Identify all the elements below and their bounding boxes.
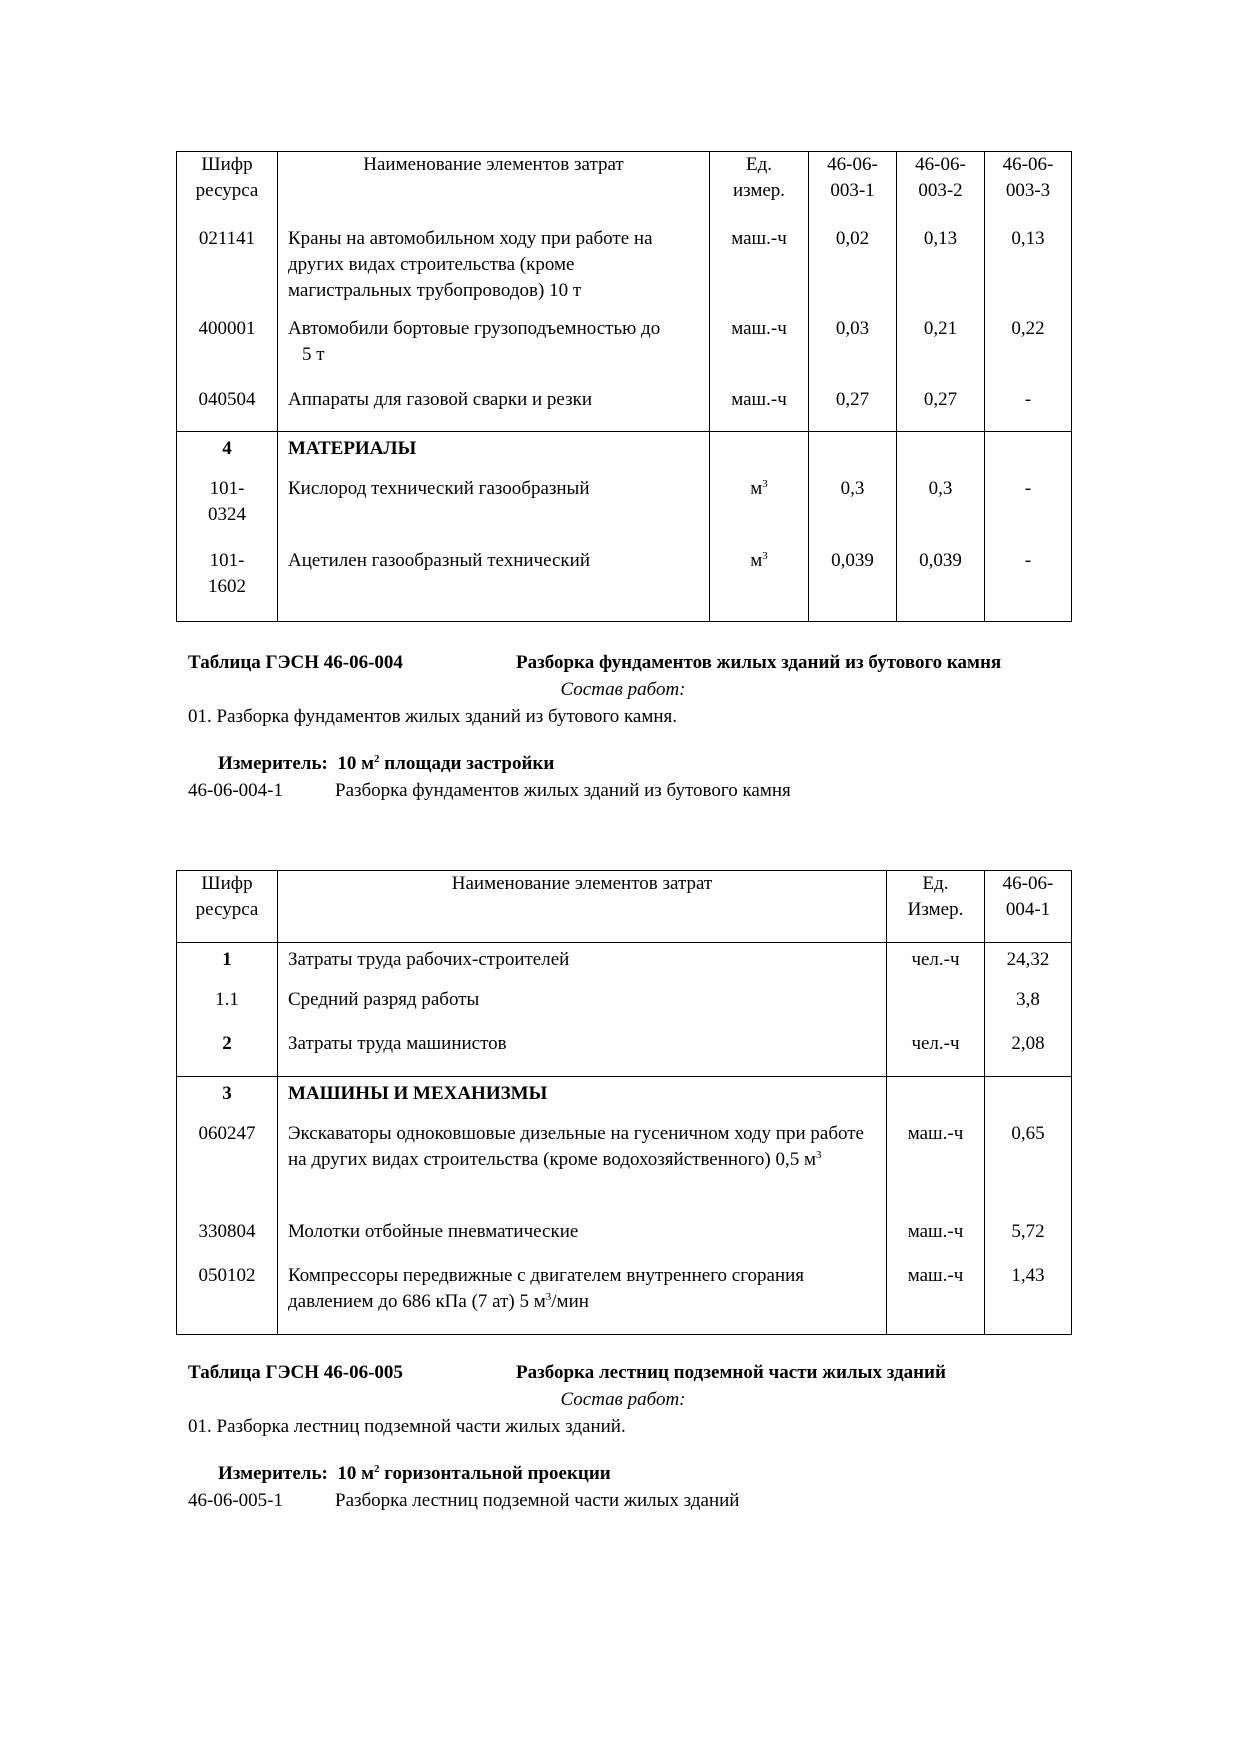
table-label: Таблица ГЭСН 46-06-005 xyxy=(188,1362,403,1383)
row-name: Экскаваторы одноковшовые дизельные на гусеничном ходу при работе на других видах строительства (кроме водохозяйственного) 0,5 $м^3$ xyxy=(278,1121,887,1219)
row-value-1: 0,039 xyxy=(809,548,897,622)
meter-line: Измеритель: 10 $м^2$ горизонтальной проекции xyxy=(218,1463,611,1484)
row-unit: $м^3$ xyxy=(710,548,809,622)
row-value-2: 0,039 xyxy=(897,548,985,622)
table-row xyxy=(177,476,1072,548)
row-code: 1.1 xyxy=(177,987,278,1031)
header-col-1: 46-06-004-1 xyxy=(985,871,1072,943)
row-code: 400001 xyxy=(177,316,278,387)
section-title: МАШИНЫ И МЕХАНИЗМЫ xyxy=(278,1077,887,1121)
resource-table-46-06-003 xyxy=(176,151,1072,622)
header-unit: Ед. измер. xyxy=(710,152,809,218)
row-name: Молотки отбойные пневматические xyxy=(278,1219,887,1263)
table-row xyxy=(177,987,1072,1031)
row-value-1: 24,32 xyxy=(985,943,1072,987)
row-value-3: - xyxy=(985,548,1072,622)
row-code-line-1: 101- xyxy=(209,477,245,499)
row-name: Средний разряд работы xyxy=(278,987,887,1031)
row-code: 050102 xyxy=(177,1263,278,1335)
row-unit xyxy=(887,987,985,1031)
row-value-1: 0,65 xyxy=(985,1121,1072,1219)
header-name: Наименование элементов затрат xyxy=(278,152,710,218)
row-name: Затраты труда машинистов xyxy=(278,1031,887,1077)
table-title: Разборка лестниц подземной части жилых зданий xyxy=(516,1362,946,1383)
table-row xyxy=(177,1031,1072,1077)
resource-table-46-06-004 xyxy=(176,870,1072,1335)
work-item: 01. Разборка лестниц подземной части жилых зданий. xyxy=(188,1416,626,1437)
header-col-3: 46-06-003-3 xyxy=(985,152,1072,218)
row-code: 040504 xyxy=(177,387,278,432)
table-row xyxy=(177,1219,1072,1263)
row-value-1: 0,03 xyxy=(809,316,897,387)
row-name-line-2: 5 т xyxy=(302,343,325,365)
row-unit: маш.-ч xyxy=(887,1263,985,1335)
table-row xyxy=(177,218,1072,316)
row-value-1: 0,3 xyxy=(809,476,897,548)
norm-code: 46-06-005-1 xyxy=(188,1490,283,1511)
section-row-materials xyxy=(177,432,1072,476)
row-value-2: 0,27 xyxy=(897,387,985,432)
row-code: 1 xyxy=(177,943,278,987)
row-code-line-2: 1602 xyxy=(208,575,246,597)
header-name: Наименование элементов затрат xyxy=(278,871,887,943)
row-value-1: 2,08 xyxy=(985,1031,1072,1077)
row-name: Кислород технический газообразный xyxy=(278,476,710,548)
header-code: Шифр ресурса xyxy=(177,152,278,218)
row-unit: маш.-ч xyxy=(710,316,809,387)
norm-name: Разборка лестниц подземной части жилых зданий xyxy=(335,1490,740,1511)
row-unit: чел.-ч xyxy=(887,943,985,987)
row-value-2: 0,3 xyxy=(897,476,985,548)
table-label: Таблица ГЭСН 46-06-004 xyxy=(188,652,403,673)
row-name: Аппараты для газовой сварки и резки xyxy=(278,387,710,432)
table-header-row xyxy=(177,871,1072,943)
row-code: 021141 xyxy=(177,218,278,316)
table-row xyxy=(177,548,1072,622)
table-row xyxy=(177,316,1072,387)
table-row xyxy=(177,387,1072,432)
row-unit: маш.-ч xyxy=(887,1121,985,1219)
works-label: Состав работ: xyxy=(560,1389,686,1410)
header-col-1: 46-06-003-1 xyxy=(809,152,897,218)
row-unit: маш.-ч xyxy=(710,387,809,432)
table-title: Разборка фундаментов жилых зданий из бутового камня xyxy=(516,652,1002,673)
norm-row xyxy=(188,778,791,804)
row-code: 060247 xyxy=(177,1121,278,1219)
row-code-line-1: 101- xyxy=(209,549,245,571)
row-code: 330804 xyxy=(177,1219,278,1263)
row-name: Краны на автомобильном ходу при работе на других видах строительства (кроме магистральных трубопроводов) 10 т xyxy=(278,218,710,316)
row-value-3: 0,22 xyxy=(985,316,1072,387)
row-value-3: 0,13 xyxy=(985,218,1072,316)
norm-name: Разборка фундаментов жилых зданий из бутового камня xyxy=(335,780,791,801)
header-unit: Ед. Измер. xyxy=(887,871,985,943)
row-unit: чел.-ч xyxy=(887,1031,985,1077)
row-unit: маш.-ч xyxy=(887,1219,985,1263)
row-value-3: - xyxy=(985,387,1072,432)
row-value-1: 3,8 xyxy=(985,987,1072,1031)
table-header-row xyxy=(177,152,1072,218)
table-row xyxy=(177,1121,1072,1219)
row-unit: $м^3$ xyxy=(710,476,809,548)
row-name xyxy=(278,316,710,387)
row-value-2: 0,13 xyxy=(897,218,985,316)
row-name: Ацетилен газообразный технический xyxy=(278,548,710,622)
row-code: 2 xyxy=(177,1031,278,1077)
row-value-1: 5,72 xyxy=(985,1219,1072,1263)
row-value-1: 1,43 xyxy=(985,1263,1072,1335)
works-label: Состав работ: xyxy=(560,679,686,700)
row-value-1: 0,02 xyxy=(809,218,897,316)
row-name: Затраты труда рабочих-строителей xyxy=(278,943,887,987)
row-name-line-1: Автомобили бортовые грузоподъемностью до xyxy=(288,317,661,339)
section-row-machines xyxy=(177,1077,1072,1121)
row-code xyxy=(177,476,278,548)
row-value-1: 0,27 xyxy=(809,387,897,432)
section-title: МАТЕРИАЛЫ xyxy=(278,432,710,476)
norm-row xyxy=(188,1488,739,1514)
row-code xyxy=(177,548,278,622)
norm-code: 46-06-004-1 xyxy=(188,780,283,801)
row-code: 4 xyxy=(177,432,278,476)
row-value-2: 0,21 xyxy=(897,316,985,387)
row-name: Компрессоры передвижные с двигателем внутреннего сгорания давлением до 686 кПа (7 ат) 5 $м^3$/мин xyxy=(278,1263,887,1335)
table-row xyxy=(177,1263,1072,1335)
table-row xyxy=(177,943,1072,987)
header-code: Шифр ресурса xyxy=(177,871,278,943)
meter-line: Измеритель: 10 $м^2$ площади застройки xyxy=(218,753,555,774)
row-unit: маш.-ч xyxy=(710,218,809,316)
work-item: 01. Разборка фундаментов жилых зданий из бутового камня. xyxy=(188,706,677,727)
header-col-2: 46-06-003-2 xyxy=(897,152,985,218)
row-value-3: - xyxy=(985,476,1072,548)
row-code: 3 xyxy=(177,1077,278,1121)
row-code-line-2: 0324 xyxy=(208,503,246,525)
